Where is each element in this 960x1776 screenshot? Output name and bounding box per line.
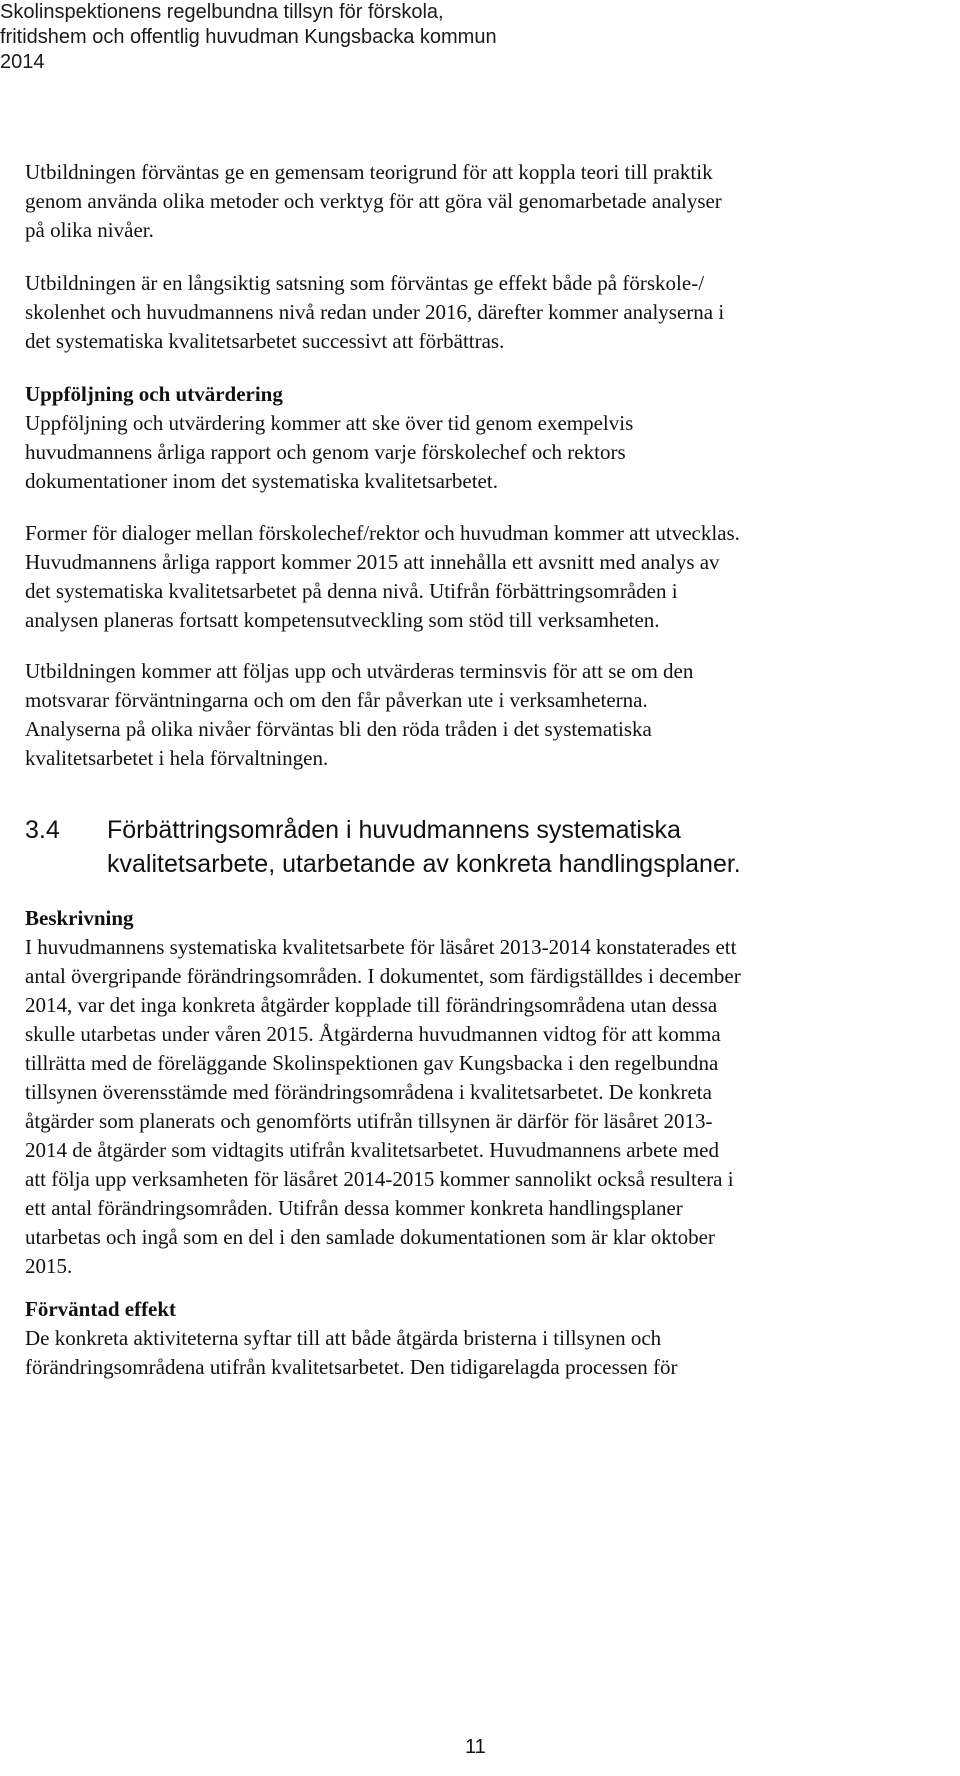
paragraph-teori-grund [25,158,945,245]
text-line: på olika nivåer. [25,218,154,242]
text-line: 2014, var det inga konkreta åtgärder kopplade till förändringsområdena utan dessa [25,993,718,1017]
text-line: Analyserna på olika nivåer förväntas bli den röda tråden i det systematiska [25,717,652,741]
text-line: skulle utarbetas under våren 2015. Åtgärderna huvudmannen vidtog för att komma [25,1022,721,1046]
section-followup [25,380,945,496]
text-line: kvalitetsarbetet i hela förvaltningen. [25,746,329,770]
text-line: tillsynen överensstämde med förändringsområdena i kvalitetsarbetet. De konkreta [25,1080,712,1104]
header-line-1: Skolinspektionens regelbundna tillsyn för förskola, [0,1,444,23]
section-description [25,904,945,1281]
header-line-2: fritidshem och offentlig huvudman Kungsbacka kommun [0,26,497,48]
text-line: skolenhet och huvudmannens nivå redan under 2016, därefter kommer analyserna i [25,300,725,324]
text-line: åtgärder som planerats och genomförts utifrån tillsynen är därför för läsåret 2013- [25,1109,713,1133]
paragraph-langsiktig-satsning [25,269,945,356]
text-line: Utbildningen är en långsiktig satsning som förväntas ge effekt både på förskole-/ [25,271,705,295]
text-line: Utbildningen kommer att följas upp och utvärderas terminsvis för att se om den [25,659,694,683]
text-line: att följa upp verksamheten för läsåret 2014-2015 kommer sannolikt också resultera i [25,1167,734,1191]
text-line: analysen planeras fortsatt kompetensutveckling som stöd till verksamheten. [25,608,660,632]
paragraph-terminsvis [25,657,945,773]
text-line: Huvudmannens årliga rapport kommer 2015 att innehålla ett avsnitt med analys av [25,550,720,574]
text-line: genom använda olika metoder och verktyg för att göra väl genomarbetade analyser [25,189,722,213]
text-line: förändringsområdena utifrån kvalitetsarbetet. Den tidigarelagda processen för [25,1355,678,1379]
page-number: 11 [465,1736,486,1758]
text-line: utarbetas och ingå som en del i den samlade dokumentationen som är klar oktober [25,1225,715,1249]
text-line: det systematiska kvalitetsarbetet successivt att förbättras. [25,329,505,353]
description-heading: Beskrivning [25,906,134,930]
text-line: huvudmannens årliga rapport och genom varje förskolechef och rektors [25,440,626,464]
expected-heading: Förväntad effekt [25,1297,177,1321]
page-header [0,0,640,75]
text-line: det systematiska kvalitetsarbetet på denna nivå. Utifrån förbättringsområden i [25,579,678,603]
text-line: 2015. [25,1254,73,1278]
text-line: dokumentationer inom det systematiska kvalitetsarbetet. [25,469,498,493]
text-line: motsvarar förväntningarna och om den får påverkan ute i verksamheterna. [25,688,648,712]
text-line: antal övergripande förändringsområden. I dokumentet, som färdigställdes i december [25,964,741,988]
section-title-line-2: kvalitetsarbete, utarbetande av konkreta handlingsplaner. [107,850,741,878]
followup-heading: Uppföljning och utvärdering [25,382,283,406]
text-line: Utbildningen förväntas ge en gemensam teorigrund för att koppla teori till praktik [25,160,713,184]
paragraph-dialoger [25,519,945,635]
text-line: tillrätta med de föreläggande Skolinspektionen gav Kungsbacka i den regelbundna [25,1051,719,1075]
section-expected-effect [25,1295,945,1382]
text-line: I huvudmannens systematiska kvalitetsarbete för läsåret 2013-2014 konstaterades ett [25,935,737,959]
text-line: ett antal förändringsområden. Utifrån dessa kommer konkreta handlingsplaner [25,1196,683,1220]
text-line: 2014 de åtgärder som vidtagits utifrån kvalitetsarbetet. Huvudmannens arbete med [25,1138,719,1162]
text-line: Former för dialoger mellan förskolechef/rektor och huvudman kommer att utvecklas. [25,521,740,545]
section-title-line-1: Förbättringsområden i huvudmannens systematiska [107,816,681,844]
text-line: Uppföljning och utvärdering kommer att ske över tid genom exempelvis [25,411,634,435]
section-number: 3.4 [25,816,60,844]
header-year: 2014 [0,51,45,73]
text-line: De konkreta aktiviteterna syftar till att både åtgärda bristerna i tillsynen och [25,1326,662,1350]
